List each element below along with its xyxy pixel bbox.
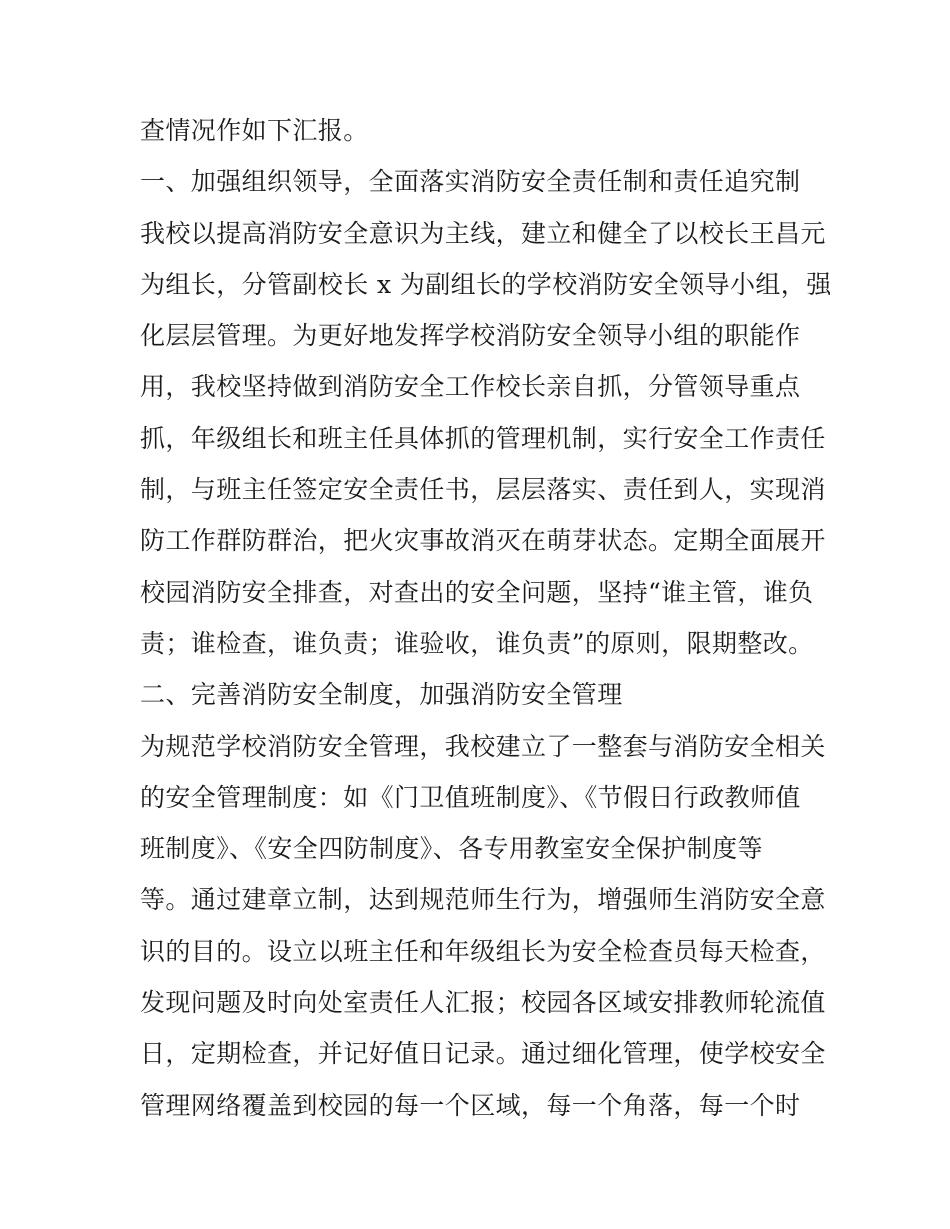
- document-body: [140, 105, 832, 1131]
- text-line: 发现问题及时向处室责任人汇报；校园各区域安排教师轮流值: [140, 988, 826, 1018]
- text-line: 用，我校坚持做到消防安全工作校长亲自抓，分管领导重点: [140, 372, 801, 402]
- text-line: 我校以提高消防安全意识为主线，建立和健全了以校长王昌元: [140, 218, 826, 248]
- text-line: 责；谁检查，谁负责；谁验收，谁负责”的原则，限期整改。: [140, 628, 814, 658]
- section-heading-1: 一、加强组织领导，全面落实消防安全责任制和责任追究制: [140, 167, 801, 197]
- text-line: 防工作群防群治，把火灾事故消灭在萌芽状态。定期全面展开: [140, 526, 826, 556]
- text-line: 校园消防安全排查，对查出的安全问题，坚持“谁主管，谁负: [140, 577, 814, 607]
- text-line: 抓，年级组长和班主任具体抓的管理机制，实行安全工作责任: [140, 423, 826, 453]
- text-line: 等。通过建章立制，达到规范师生行为，增强师生消防安全意: [140, 885, 826, 915]
- text-line: 的安全管理制度：如《门卫值班制度》、《节假日行政教师值: [140, 782, 801, 812]
- text-line: 为规范学校消防安全管理，我校建立了一整套与消防安全相关: [140, 731, 826, 761]
- text-line: 识的目的。设立以班主任和年级组长为安全检查员每天检查，: [140, 936, 826, 966]
- text-line: 查情况作如下汇报。: [140, 116, 369, 145]
- section-heading-2: 二、完善消防安全制度，加强消防安全管理: [140, 680, 623, 710]
- text-line: 为组长，分管副校长 x 为副组长的学校消防安全领导小组，强: [140, 269, 832, 299]
- text-line: 管理网络覆盖到校园的每一个区域，每一个角落，每一个时: [140, 1090, 801, 1120]
- text-line: 化层层管理。为更好地发挥学校消防安全领导小组的职能作: [140, 321, 801, 351]
- text-line: 日，定期检查，并记好值日记录。通过细化管理，使学校安全: [140, 1039, 826, 1069]
- text-line: 班制度》、《安全四防制度》、各专用教室安全保护制度等: [140, 834, 763, 864]
- text-line: 制，与班主任签定安全责任书，层层落实、责任到人，实现消: [140, 475, 826, 505]
